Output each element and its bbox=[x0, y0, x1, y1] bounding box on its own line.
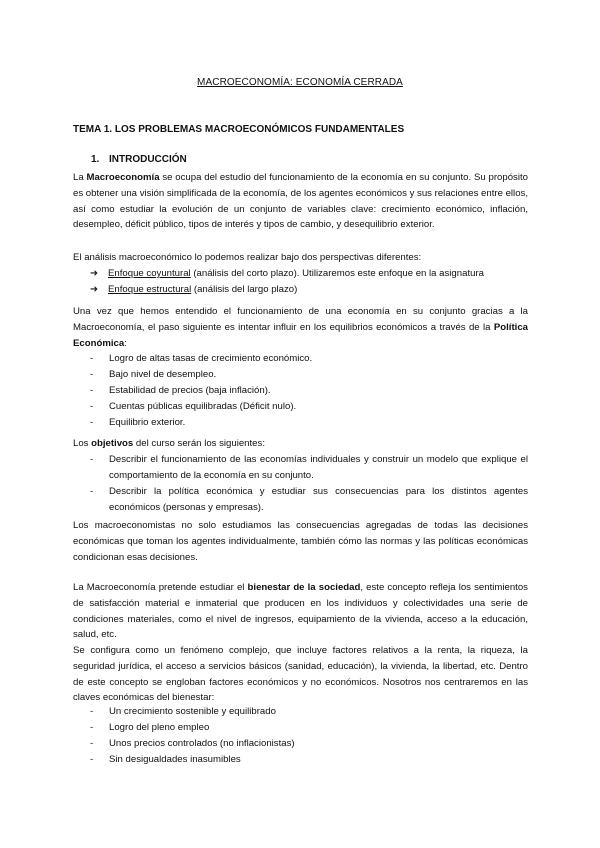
welfare-key-text: Logro del pleno empleo bbox=[109, 722, 210, 733]
perspective-label: Enfoque coyuntural bbox=[108, 268, 191, 279]
dash-bullet: - bbox=[90, 385, 94, 396]
list-item-welfare-key bbox=[90, 752, 528, 768]
perspective-text: (análisis del largo plazo) bbox=[191, 284, 298, 295]
p6-post: , este concepto refleja los sentimientos de satisfacción material e inmaterial que producen en los individuos y colectividades una serie de condiciones materiales, como el nivel de ingresos, equipamiento de la vivienda, acceso a la educación, salud, etc. bbox=[73, 582, 528, 641]
dash-bullet: - bbox=[90, 722, 94, 733]
p4-post: del curso serán los siguientes: bbox=[133, 438, 265, 449]
dash-bullet: - bbox=[90, 417, 94, 428]
section-label: INTRODUCCIÓN bbox=[109, 154, 187, 165]
arrow-icon: ➔ bbox=[90, 268, 99, 279]
section-number: 1. bbox=[91, 154, 100, 165]
dash-bullet: - bbox=[90, 738, 94, 749]
list-item-perspective bbox=[90, 266, 484, 282]
p3-post: : bbox=[124, 337, 127, 349]
paragraph-politica bbox=[73, 304, 528, 351]
p6-pre: La Macroeconomía pretende estudiar el bbox=[73, 582, 248, 593]
policy-goal-text: Cuentas públicas equilibradas (Déficit nulo). bbox=[109, 401, 297, 412]
objective-text: Describir el funcionamiento de las economías individuales y construir un modelo que explique el comportamiento de la economía en su conjunto. bbox=[109, 454, 528, 481]
p1-post: se ocupa del estudio del funcionamiento de la economía en su conjunto. Su propósito es obtener una visión simplificada de la economía, de los agentes económicos y sus relaciones entre ellos, así como estudiar la evolución de un conjunto de variables clave: crecimiento económico, inflación, desempleo, déficit público, tipos de interés y tipos de cambio, y desequilibrio exterior. bbox=[73, 172, 528, 231]
paragraph-objetivos bbox=[73, 436, 528, 452]
section-heading bbox=[91, 154, 187, 165]
policy-goal-text: Bajo nivel de desempleo. bbox=[109, 369, 217, 380]
list-item-objective bbox=[90, 452, 528, 484]
policy-goal-text: Estabilidad de precios (baja inflación). bbox=[109, 385, 271, 396]
list-item-welfare-key bbox=[90, 720, 528, 736]
objective-text: Describir la política económica y estudiar sus consecuencias para los distintos agentes económicos (personas y empresas). bbox=[109, 486, 528, 513]
p3-text: Una vez que hemos entendido el funcionamiento de una economía en su conjunto gracias a la Macroeconomía, el paso siguiente es intentar influir en los equilibrios económicos a través de la bbox=[73, 306, 528, 333]
dash-bullet: - bbox=[90, 754, 94, 765]
dash-bullet: - bbox=[90, 486, 94, 497]
p1-bold: Macroeconomía bbox=[86, 172, 160, 183]
paragraph-perspectives: El análisis macroeconómico lo podemos realizar bajo dos perspectivas diferentes: bbox=[73, 252, 422, 263]
p6-bold: bienestar de la sociedad bbox=[247, 582, 361, 593]
paragraph-macroeconomia bbox=[73, 170, 528, 233]
list-item-welfare-key bbox=[90, 704, 528, 720]
list-item-objective bbox=[90, 484, 528, 516]
document-title: MACROECONOMÍA: ECONOMÍA CERRADA bbox=[197, 77, 403, 88]
policy-goal-text: Logro de altas tasas de crecimiento económico. bbox=[109, 353, 313, 364]
list-item-policy-goal bbox=[90, 399, 528, 415]
paragraph-fenomeno: Se configura como un fenómeno complejo, que incluye factores relativos a la renta, la riqueza, la seguridad jurídica, el acceso a servicios básicos (sanidad, educación), la vivienda, la libertad, etc. Dentro de este concepto se engloban factores económicos y no económicos. Nosotros nos centraremos en las claves económicas del bienestar: bbox=[73, 645, 528, 704]
list-item-policy-goal bbox=[90, 367, 528, 383]
list-item-welfare-key bbox=[90, 736, 528, 752]
paragraph-macroeconomistas: Los macroeconomistas no solo estudiamos las consecuencias agregadas de todas las decisiones económicas que toman los agentes individualmente, también cómo las normas y las políticas económicas condicionan esas decisiones. bbox=[73, 520, 528, 563]
welfare-key-text: Unos precios controlados (no inflacionistas) bbox=[109, 738, 295, 749]
policy-goal-text: Equilibrio exterior. bbox=[109, 417, 186, 428]
perspective-label: Enfoque estructural bbox=[108, 284, 192, 295]
dash-bullet: - bbox=[90, 369, 94, 380]
list-item-policy-goal bbox=[90, 351, 528, 367]
p4-bold: objetivos bbox=[91, 438, 134, 449]
p4-pre: Los bbox=[73, 438, 92, 449]
paragraph-bienestar bbox=[73, 580, 528, 643]
dash-bullet: - bbox=[90, 401, 94, 412]
p3-bold: Política Económica bbox=[73, 321, 528, 349]
dash-bullet: - bbox=[90, 353, 94, 364]
list-item-policy-goal bbox=[90, 415, 528, 431]
arrow-icon: ➔ bbox=[90, 284, 99, 295]
dash-bullet: - bbox=[90, 454, 94, 465]
list-item-perspective bbox=[90, 282, 297, 298]
p1-pre: La bbox=[73, 172, 87, 183]
welfare-key-text: Sin desigualdades inasumibles bbox=[109, 754, 241, 765]
perspective-text: (análisis del corto plazo). Utilizaremos este enfoque en la asignatura bbox=[190, 268, 484, 279]
list-item-policy-goal bbox=[90, 383, 528, 399]
dash-bullet: - bbox=[90, 706, 94, 717]
topic-heading: TEMA 1. LOS PROBLEMAS MACROECONÓMICOS FUNDAMENTALES bbox=[73, 124, 405, 135]
welfare-key-text: Un crecimiento sostenible y equilibrado bbox=[109, 706, 276, 717]
